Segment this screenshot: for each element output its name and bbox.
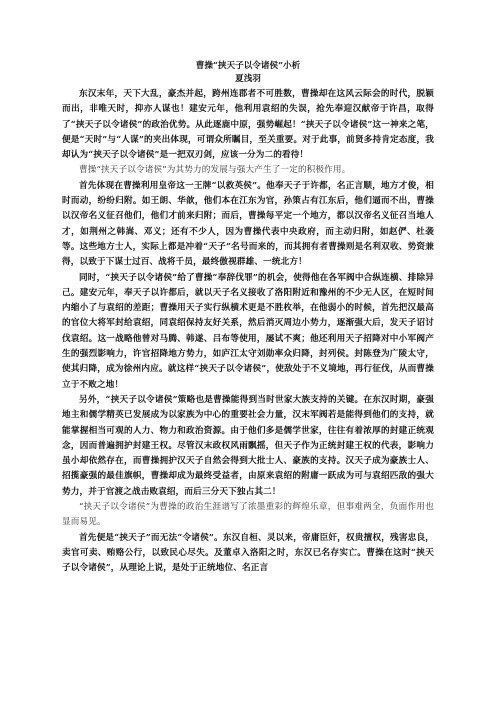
body-paragraph: 首先体现在曹操利用皇帝这一王牌“以救英侯”。他奉天子于许都，名正言顺，地方才俊，相时而动，纷纷归附。如王朗、华歆，他们本在江东为官，孙策占有江东后，他们逼而不出，曹操以汉帝名义征召他们，他们才前来归附；而后，曹操每平定一个地方，都以汉帝名义征召当地人才，如荆州之韩嵩、邓义；还有不少人，因为曹操代表中央政府，而主动归附，如赵俨、杜袭等。这些地方士人，实际上都是冲着“天子”名号而来的，而其拥有者曹操则是名利双收、势资兼得，以致于下谋士过百、战将千员，最终傲视群雄、一统北方！ bbox=[62, 180, 434, 268]
body-paragraph: 首先便是“挟天子”而无法“令诸侯”。东汉自桓、灵以来，帝庸臣奸，权贵擅权，残害忠良，卖官可卖、贿赂公行，以致民心尽失。及董卓入洛阳之时，东汉已名存实亡。曹操在这时“挟天子以令诸侯”，从理论上说，是处于正统地位、名正言 bbox=[62, 532, 434, 574]
document-body bbox=[62, 87, 434, 577]
body-paragraph: 另外，“挟天子以令诸侯”策略也是曹操能得到当时世家大族支持的关键。在东汉时期，豪强地主和儒学精英已发展成为以家族为中心的重要社会力量，汉末军阀若是能得到他们的支持，就能掌握相当可观的人力、物力和政治资源。由于他们多是儒学世家，往往有着浓厚的封建正统观念，因而普遍拥护封建王权。尽管汉末政权风雨飘摇，但天子作为正统封建王权的代表，影响力虽小却依然存在，而曹操拥护汉天子自然会得到大批士人、豪族的支持。汉天子成为豪族士人、招揽豪强的最佳旗帜，曹操却成为最终受益者，由原来袁绍的附庸一跃成为可与袁绍匹敌的强大势力，并于官渡之战击败袁绍，而后三分天下独占其二！ bbox=[62, 394, 434, 497]
body-paragraph: 同时，“挟天子以令诸侯”给了曹操“奉辞伐罪”的机会，使得他在各军阀中合纵连横、排除异己。建安元年，奉天子以许都后，就以天子名义接收了洛阳附近和豫州的不少无人区，在短时间内缩小了与袁绍的差距；曹操用天子实行纵横术更是不胜枚举，在他弱小的时候，首先把汉最高的官位大将军封给袁绍，同袁绍保持友好关系，然后消灭周边小势力，逐渐强大后，发天子诏讨伐袁绍。这一战略他曾对马腾、韩遂、吕布等使用，屡试不爽；他还利用天子招降对中小军阀产生的强烈影响力，许官招降地方势力，如庐江太守刘勋率众归降，封列侯。封陈登为广陵太守，使其归降，成为徐州内应。就这样“挟天子以令诸侯”，使敌处于不义境地，再行征伐，从而曹操立于不败之地！ bbox=[62, 272, 434, 390]
body-paragraph: 东汉末年，天下大乱，豪杰并起，跨州连郡者不可胜数，曹操却在这风云际会的时代，脱颖而出，非唯天时，抑亦人谋也！建安元年，他利用袁绍的失误，抢先奉迎汉献帝于许昌，取得了“挟天子以令诸侯”的政治优势。从此逐鹿中原，强势崛起！“挟天子以令诸侯”这一神来之笔，便是“天时”与“人谋”的夹出体现，可谓众所瞩目，至关重要。对于此事，前贤多持肯定态度，我却认为“挟天子以令诸侯”是一把双刃剑，应该一分为二的看待！ bbox=[62, 89, 434, 161]
document-author: 夏浅羽 bbox=[235, 74, 261, 84]
body-paragraph: “挟天子以令诸侯”为曹操的政治生涯谱写了浓墨重彩的辉煌乐章，但事难两全，负面作用也显而易见。 bbox=[62, 502, 434, 528]
body-paragraph: 曹操“挟天子以令诸侯”为其势力的发展与强大产生了一定的积极作用。 bbox=[79, 165, 351, 176]
document-title: 曹操“挟天子以令诸侯”小析 bbox=[195, 61, 301, 71]
